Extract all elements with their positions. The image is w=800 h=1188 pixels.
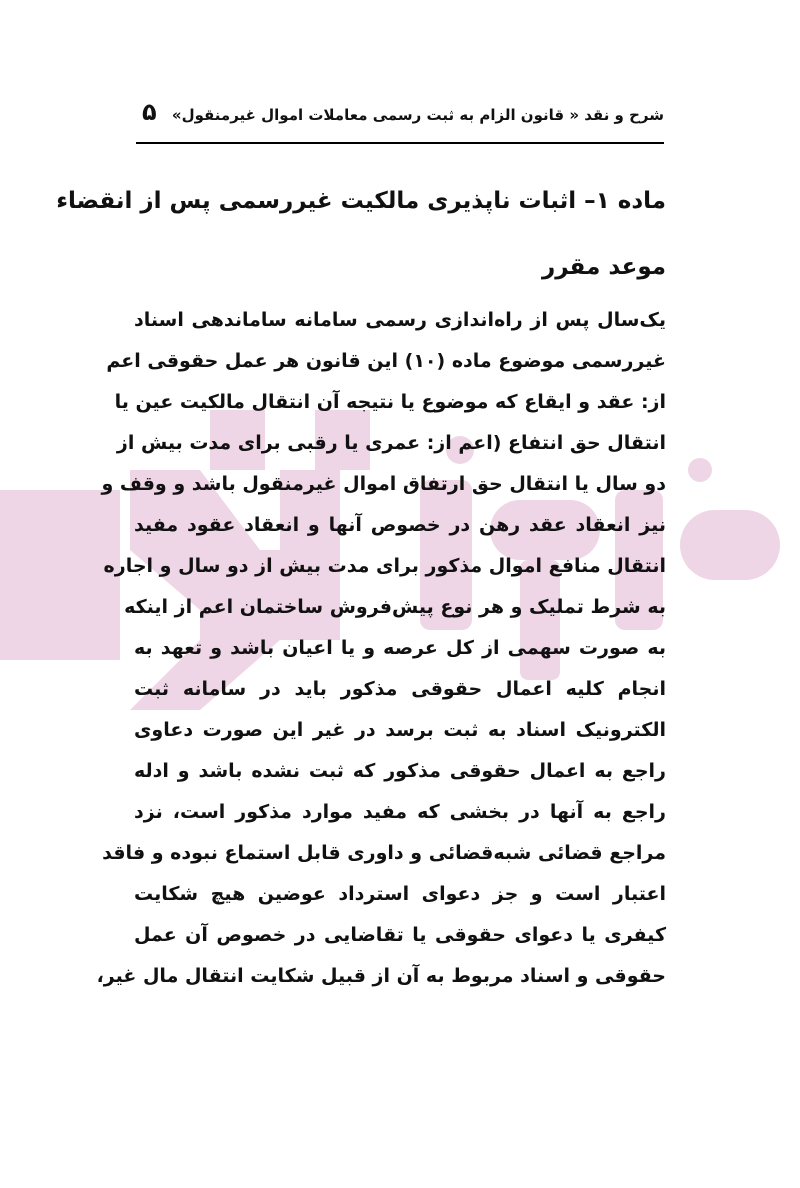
body-line: انتقال حق انتفاع (اعم از: عمری یا رقبی برای مدت بیش از bbox=[116, 432, 666, 454]
article-heading bbox=[56, 168, 666, 300]
body-line: یک‌سال پس از راه‌اندازی رسمی سامانه ساماندهی اسناد bbox=[134, 309, 666, 331]
article-content bbox=[56, 168, 666, 997]
running-title: شرح و نقد « قانون الزام به ثبت رسمی معاملات اموال غیرمنقول» bbox=[171, 106, 664, 124]
article-body bbox=[96, 300, 666, 997]
page-number: ۵ bbox=[142, 98, 157, 126]
body-line: کیفری یا دعوای حقوقی یا تقاضایی در خصوص آن عمل bbox=[134, 924, 666, 946]
body-line: مراجع قضائی شبه‌قضائی و داوری قابل استماع نبوده و فاقد bbox=[102, 842, 666, 864]
body-line: انجام کلیه اعمال حقوقی مذکور باید در سامانه ثبت bbox=[134, 678, 666, 700]
body-line: نیز انعقاد عقد رهن در خصوص آنها و انعقاد عقود مفید bbox=[134, 514, 666, 536]
body-line: انتقال منافع اموال مذکور برای مدت بیش از دو سال و اجاره bbox=[103, 555, 666, 577]
page-header bbox=[136, 94, 664, 144]
body-line: غیررسمی موضوع ماده (۱۰) این قانون هر عمل حقوقی اعم bbox=[106, 350, 666, 372]
body-line: الکترونیک اسناد به ثبت برسد در غیر این صورت دعاوی bbox=[134, 719, 666, 741]
body-line: دو سال یا انتقال حق ارتفاق اموال غیرمنقول باشد و وقف و bbox=[101, 473, 666, 495]
body-line: راجع به اعمال حقوقی مذکور که ثبت نشده باشد و ادله bbox=[134, 760, 666, 782]
heading-line: موعد مقرر bbox=[541, 254, 666, 280]
body-line: حقوقی و اسناد مربوط به آن از قبیل شکایت انتقال مال غیر، bbox=[96, 965, 666, 987]
heading-line: ماده ۱– اثبات ناپذیری مالکیت غیررسمی پس از انقضاء bbox=[56, 188, 666, 214]
body-line: از: عقد و ایقاع که موضوع یا نتیجه آن انتقال مالکیت عین یا bbox=[114, 391, 666, 413]
body-line: به صورت سهمی از کل عرصه و یا اعیان باشد و تعهد به bbox=[134, 637, 666, 659]
body-line: اعتبار است و جز دعوای استرداد عوضین هیچ شکایت bbox=[134, 883, 666, 905]
body-line: راجع به آنها در بخشی که مفید موارد مذکور است، نزد bbox=[134, 801, 666, 823]
body-line: به شرط تملیک و هر نوع پیش‌فروش ساختمان اعم از اینکه bbox=[124, 596, 666, 618]
